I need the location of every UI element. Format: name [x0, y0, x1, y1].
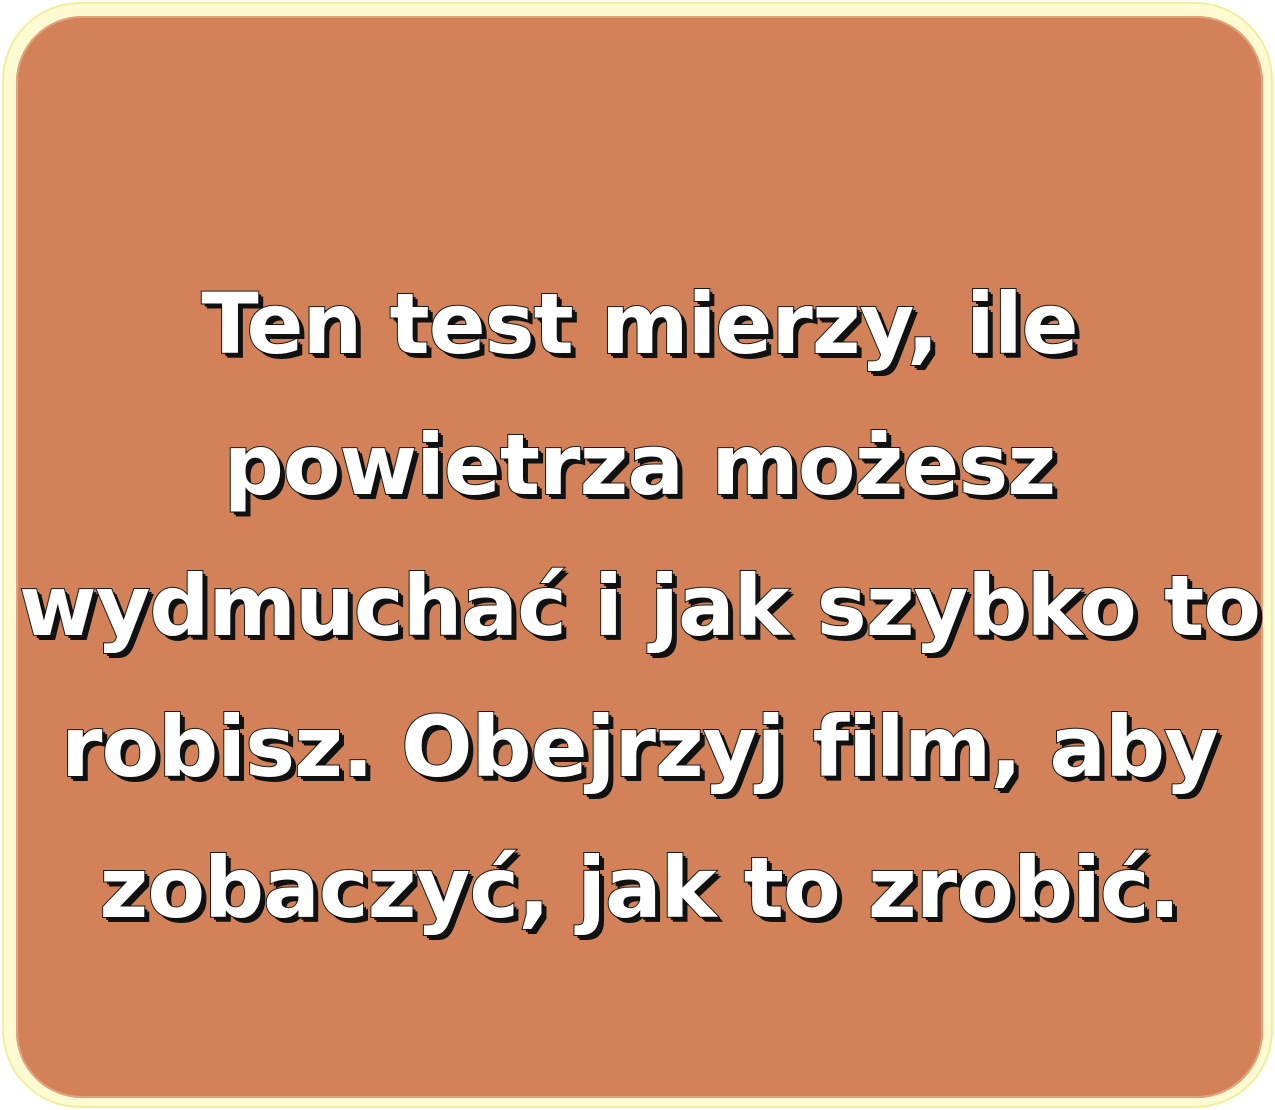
instruction-line-1: Ten test mierzy, ile [201, 275, 1078, 373]
instruction-line-4: robisz. Obejrzyj film, aby [61, 698, 1218, 796]
instruction-line-5: zobaczyć, jak to zrobić. [99, 839, 1180, 937]
instruction-line-3: wydmuchać i jak szybko to [19, 557, 1260, 655]
instruction-line-2: powietrza możesz [223, 416, 1056, 514]
instruction-text [16, 254, 1263, 959]
outer-frame [2, 2, 1273, 1108]
instruction-card [16, 16, 1263, 1098]
